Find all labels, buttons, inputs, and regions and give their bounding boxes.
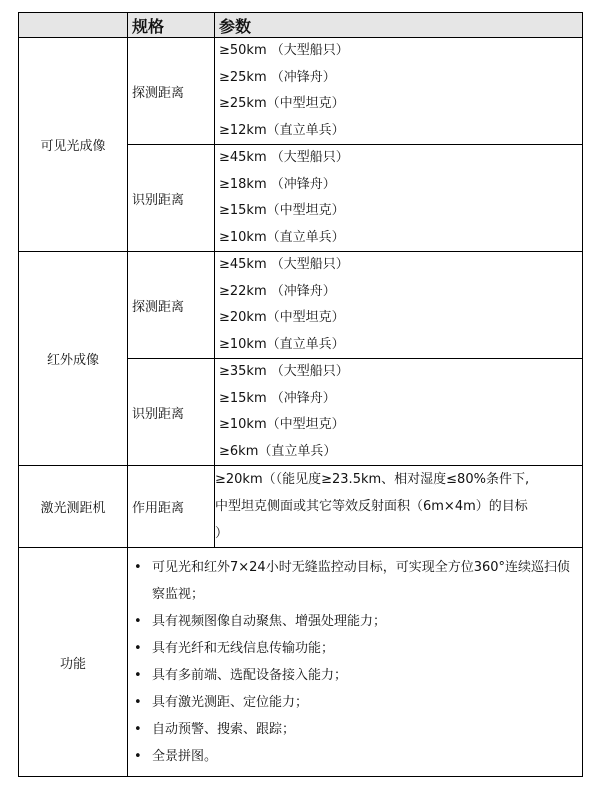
- value-line: 中型坦克侧面或其它等效反射面积（6m×4m）的目标: [215, 499, 528, 514]
- value-cell: [215, 359, 583, 466]
- list-item: [132, 554, 582, 608]
- value-line: ≥25km（中型坦克）: [219, 96, 345, 111]
- category-functions: 功能: [19, 548, 128, 777]
- function-text: 具有视频图像自动聚焦、增强处理能力；: [152, 614, 387, 629]
- value-line: ≥45km （大型船只）: [219, 150, 349, 165]
- value-line: ≥22km （冲锋舟）: [219, 283, 336, 299]
- bullet-icon: •: [134, 560, 142, 575]
- list-item: [132, 743, 582, 770]
- value-line: ≥10km（直立单兵）: [219, 229, 345, 245]
- table-row: [19, 548, 583, 777]
- spec-table: [18, 12, 583, 777]
- value-line: ≥15km （冲锋舟）: [219, 390, 336, 406]
- value-line: ≥18km （冲锋舟）: [219, 176, 336, 192]
- header-row: [19, 13, 583, 38]
- value-line: ≥20km（中型坦克）: [219, 310, 345, 325]
- sub-label-detect: 探测距离: [128, 252, 215, 359]
- list-item: [132, 608, 582, 635]
- value-line: ≥35km （大型船只）: [219, 364, 349, 379]
- sub-label-detect: 探测距离: [128, 38, 215, 145]
- list-item: [132, 662, 582, 689]
- value-line: ≥15km（中型坦克）: [219, 203, 345, 218]
- category-laser-rangefinder: 激光测距机: [19, 466, 128, 548]
- value-line: ≥25km （冲锋舟）: [219, 69, 336, 85]
- value-line: ≥12km（直立单兵）: [219, 122, 345, 138]
- header-params: 参数: [215, 13, 583, 38]
- function-text: 具有激光测距、定位能力；: [152, 695, 309, 710]
- list-item: [132, 635, 582, 662]
- list-item: [132, 716, 582, 743]
- function-text: 自动预警、搜索、跟踪；: [152, 722, 296, 737]
- function-text: 全景拼图。: [152, 749, 218, 764]
- category-visible-light: 可见光成像: [19, 38, 128, 252]
- sub-label-identify: 识别距离: [128, 145, 215, 252]
- header-category: [19, 13, 128, 38]
- functions-cell: [128, 548, 583, 777]
- bullet-icon: •: [134, 641, 142, 656]
- value-line: ≥10km（中型坦克）: [219, 417, 345, 432]
- value-cell: [215, 252, 583, 359]
- sub-label-range: 作用距离: [128, 466, 215, 548]
- value-line: ≥45km （大型船只）: [219, 257, 349, 272]
- value-cell: [215, 38, 583, 145]
- value-line: ≥50km （大型船只）: [219, 43, 349, 58]
- bullet-icon: •: [134, 614, 142, 629]
- value-line: ）: [215, 526, 229, 541]
- bullet-icon: •: [134, 668, 142, 683]
- value-cell: [215, 145, 583, 252]
- value-line: ≥10km（直立单兵）: [219, 336, 345, 352]
- bullet-icon: •: [134, 695, 142, 710]
- function-text: 可见光和红外7×24小时无缝监控动目标，可实现全方位360°连续巡扫侦察监视；: [152, 560, 571, 602]
- table-row: [19, 252, 583, 359]
- value-line: ≥6km（直立单兵）: [219, 443, 337, 459]
- list-item: [132, 689, 582, 716]
- bullet-icon: •: [134, 749, 142, 764]
- function-text: 具有多前端、选配设备接入能力；: [152, 668, 348, 683]
- value-cell: [215, 466, 583, 548]
- sub-label-identify: 识别距离: [128, 359, 215, 466]
- function-text: 具有光纤和无线信息传输功能；: [152, 641, 335, 656]
- header-spec: 规格: [128, 13, 215, 38]
- category-infrared: 红外成像: [19, 252, 128, 466]
- functions-list: [128, 554, 582, 770]
- table-row: [19, 38, 583, 145]
- value-line: ≥20km（（能见度≥23.5km、相对湿度≤80%条件下,: [215, 472, 530, 487]
- bullet-icon: •: [134, 722, 142, 737]
- table-row: [19, 466, 583, 548]
